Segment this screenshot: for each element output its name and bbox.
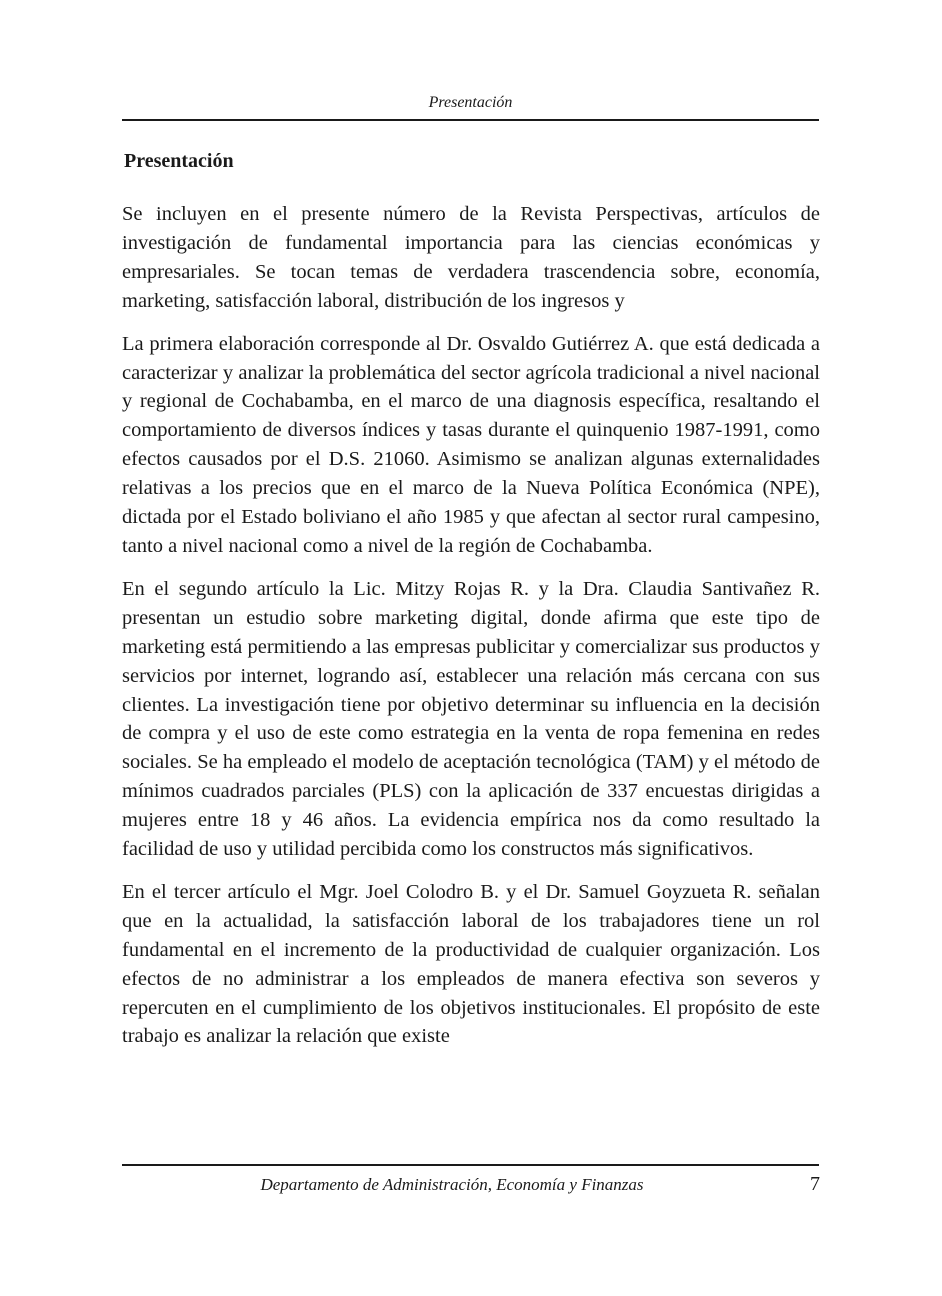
footer-department: Departamento de Administración, Economía y Finanzas — [260, 1175, 644, 1194]
paragraph-second-article: En el segundo artículo la Lic. Mitzy Rojas R. y la Dra. Claudia Santivañez R. presentan un estudio sobre marketing digital, donde afirma que este tipo de marketing está permitiendo a las empresas publicitar y comercializar sus productos y servicios por internet, logrando así, establecer una relación más cercana con sus clientes. La investigación tiene por objetivo determinar su influencia en la decisión de compra y el uso de este como estrategia en la venta de ropa femenina en redes sociales. Se ha empleado el modelo de aceptación tecnológica (TAM) y el método de mínimos cuadrados parciales (PLS) con la aplicación de 337 encuestas dirigidas a mujeres entre 18 y 46 años. La evidencia empírica nos da como resultado la facilidad de uso y utilidad percibida como los constructos más significativos. — [122, 577, 820, 861]
paragraph-first-article: La primera elaboración corresponde al Dr. Osvaldo Gutiérrez A. que está dedicada a caracterizar y analizar la problemática del sector agrícola tradicional a nivel nacional y regional de Cochabamba, en el marco de una diagnosis específica, resaltando el comportamiento de diversos índices y tasas durante el quinquenio 1987-1991, como efectos causados por el D.S. 21060. Asimismo se analizan algunas externalidades relativas a los precios que en el marco de la Nueva Política Económica (NPE), dictada por el Estado boliviano el año 1985 y que afectan al sector rural campesino, tanto a nivel nacional como a nivel de la región de Cochabamba. — [122, 332, 820, 557]
paragraph-intro: Se incluyen en el presente número de la Revista Perspectivas, artículos de investigación de fundamental importancia para las ciencias económicas y empresariales. Se tocan temas de verdadera trascendencia sobre, economía, marketing, satisfacción laboral, distribución de los ingresos y — [122, 203, 820, 312]
footer-rule — [122, 1164, 819, 1166]
paragraph-third-article: En el tercer artículo el Mgr. Joel Colodro B. y el Dr. Samuel Goyzueta R. señalan que en la actualidad, la satisfacción laboral de los trabajadores tiene un rol fundamental en el incremento de la productividad de cualquier organización. Los efectos de no administrar a los empleados de manera efectiva son severos y repercuten en el cumplimiento de los objetivos institucionales. El propósito de este trabajo es analizar la relación que existe — [122, 880, 820, 1048]
running-header: Presentación — [428, 94, 513, 111]
section-title: Presentación — [124, 150, 234, 172]
body-text — [122, 200, 820, 1065]
header-rule — [122, 119, 819, 121]
page-number: 7 — [810, 1173, 820, 1195]
